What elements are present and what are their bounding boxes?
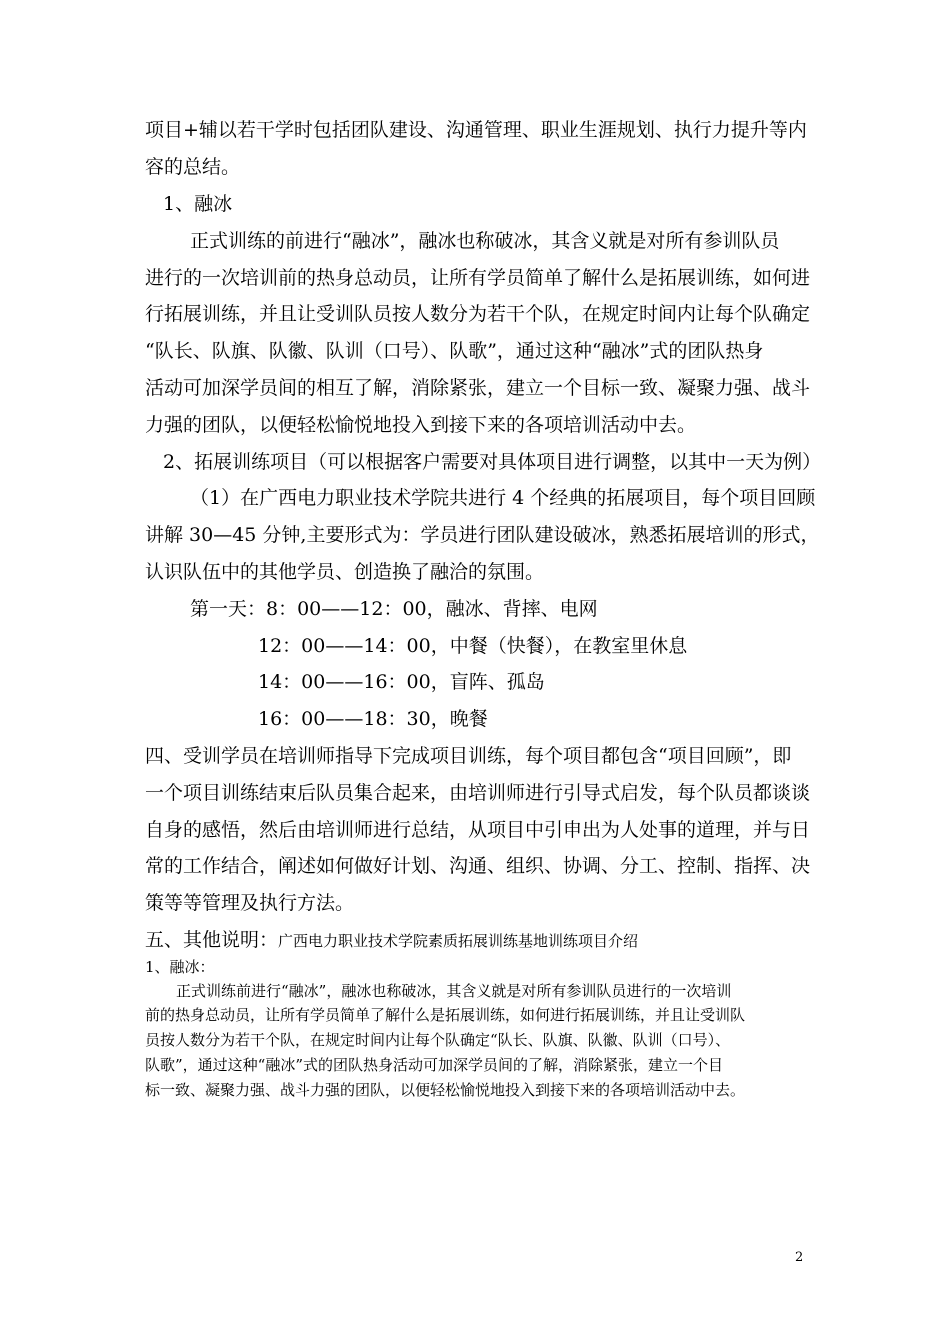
small-text-line: 正式训练前进行“融冰”，融冰也称破冰，其含义就是对所有参训队员进行的一次培训 [176, 982, 732, 1000]
small-text-line: 队歌”，通过这种“融冰”式的团队热身活动可加深学员间的了解，消除紧张，建立一个目 [145, 1056, 724, 1074]
section-heading-training-projects: 2、拓展训练项目（可以根据客户需要对具体项目进行调整，以其中一天为例） [163, 451, 822, 473]
body-text-line: 认识队伍中的其他学员、创造换了融洽的氛围。 [145, 561, 545, 583]
body-text-line: 讲解 30—45 分钟,主要形式为：学员进行团队建设破冰，熟悉拓展培训的形式， [145, 524, 820, 546]
body-text-line: 行拓展训练，并且让受训队员按人数分为若干个队，在规定时间内让每个队确定 [145, 303, 811, 325]
schedule-line: 12：00——14：00，中餐（快餐），在教室里休息 [258, 635, 688, 657]
body-text-line: 容的总结。 [145, 156, 241, 178]
body-text-line: 活动可加深学员间的相互了解，消除紧张，建立一个目标一致、凝聚力强、战斗 [145, 377, 811, 399]
body-text-line: 一个项目训练结束后队员集合起来，由培训师进行引导式启发，每个队员都谈谈 [145, 782, 811, 804]
small-text-line: 前的热身总动员，让所有学员简单了解什么是拓展训练，如何进行拓展训练，并且让受训队 [145, 1006, 746, 1024]
small-text-line: 标一致、凝聚力强、战斗力强的团队，以便轻松愉悦地投入到接下来的各项培训活动中去。 [145, 1081, 746, 1099]
section-five-title: 广西电力职业技术学院素质拓展训练基地训练项目介绍 [278, 932, 639, 950]
body-text-line: “队长、队旗、队徽、队训（口号）、队歌”，通过这种“融冰”式的团队热身 [145, 340, 764, 362]
body-text-line: 进行的一次培训前的热身总动员，让所有学员简单了解什么是拓展训练，如何进 [145, 267, 811, 289]
small-text-line: 员按人数分为若干个队，在规定时间内让每个队确定“队长、队旗、队徽、队训（口号）、 [145, 1031, 731, 1049]
body-text-line: 常的工作结合，阐述如何做好计划、沟通、组织、协调、分工、控制、指挥、决 [145, 855, 811, 877]
body-text-line: 自身的感悟，然后由培训师进行总结，从项目中引申出为人处事的道理，并与日 [145, 819, 811, 841]
body-text-line: 策等等管理及执行方法。 [145, 892, 355, 914]
schedule-line: 第一天：8：00——12：00，融冰、背摔、电网 [190, 598, 598, 620]
body-text-line: 四、受训学员在培训师指导下完成项目训练，每个项目都包含“项目回顾”，即 [145, 745, 792, 767]
body-text-line: 正式训练的前进行“融冰”，融冰也称破冰，其含义就是对所有参训队员 [190, 230, 780, 252]
section-five-prefix: 五、其他说明： [145, 929, 279, 951]
section-heading-ice-breaking: 1、融冰 [163, 193, 233, 215]
schedule-line: 16：00——18：30，晚餐 [258, 708, 488, 730]
body-text-line: 项目+辅以若干学时包括团队建设、沟通管理、职业生涯规划、执行力提升等内 [145, 119, 807, 141]
section-five-line [145, 928, 638, 952]
body-text-line: （1）在广西电力职业技术学院共进行 4 个经典的拓展项目，每个项目回顾 [190, 487, 816, 509]
small-text-heading: 1、融冰： [145, 958, 215, 976]
schedule-line: 14：00——16：00，盲阵、孤岛 [258, 671, 545, 693]
body-text-line: 力强的团队，以便轻松愉悦地投入到接下来的各项培训活动中去。 [145, 414, 697, 436]
page-number: 2 [795, 1250, 804, 1265]
